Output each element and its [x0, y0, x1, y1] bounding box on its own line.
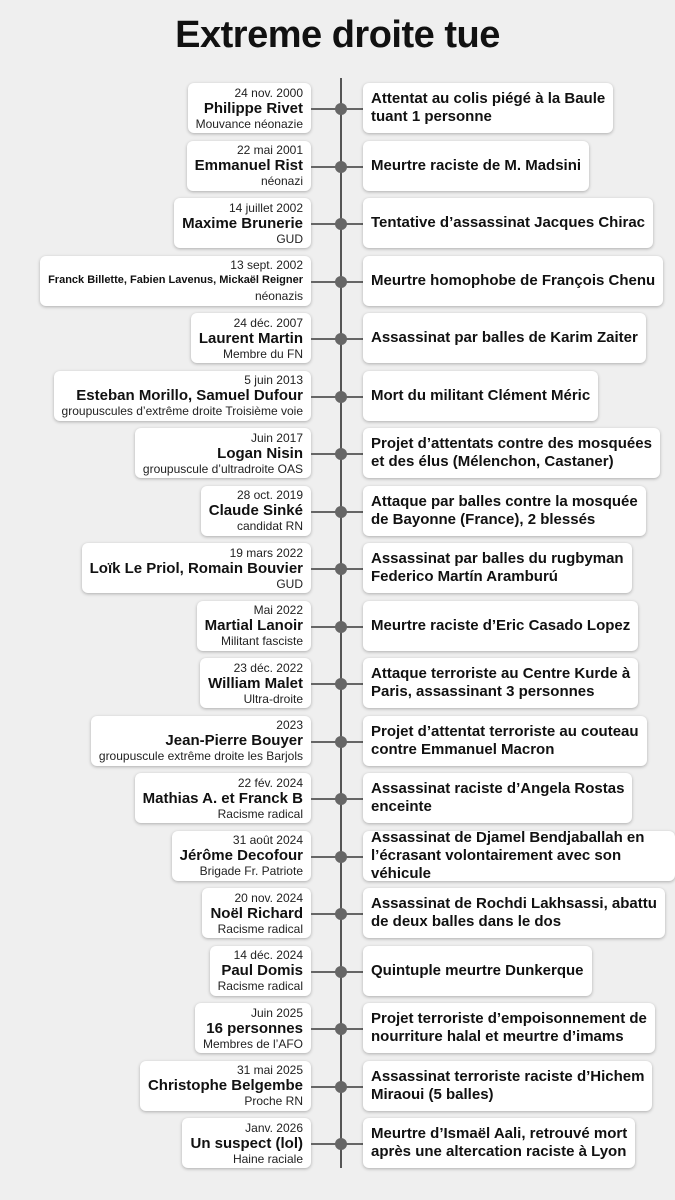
- perpetrator-card: [210, 946, 311, 996]
- timeline-row: [0, 138, 675, 195]
- perpetrator-affiliation: Ultra-droite: [243, 691, 303, 706]
- perpetrator-card: [91, 716, 311, 766]
- connector-left: [311, 1086, 337, 1088]
- connector-right: [345, 626, 363, 628]
- perpetrator-card: [191, 313, 311, 363]
- connector-right: [345, 223, 363, 225]
- event-date: Juin 2025: [250, 1005, 303, 1020]
- perpetrator-affiliation: Membre du FN: [222, 346, 303, 361]
- connector-right: [345, 683, 363, 685]
- event-date: Janv. 2026: [245, 1120, 303, 1135]
- perpetrator-name: Mathias A. et Franck B: [142, 789, 303, 807]
- event-description: Attaque terroriste au Centre Kurde à Paris, assassinant 3 personnes: [363, 658, 638, 708]
- timeline-row: [0, 1058, 675, 1115]
- perpetrator-name: Laurent Martin: [198, 329, 303, 347]
- connector-left: [311, 1028, 337, 1030]
- perpetrator-card: [197, 601, 311, 651]
- timeline-row: [0, 598, 675, 655]
- timeline-row: [0, 253, 675, 310]
- connector-left: [311, 108, 337, 110]
- perpetrator-affiliation: néonazi: [260, 174, 303, 188]
- event-description: Attaque par balles contre la mosquée de Bayonne (France), 2 blessés: [363, 486, 646, 536]
- event-date: 13 sept. 2002: [230, 258, 303, 272]
- connector-left: [311, 453, 337, 455]
- timeline-row: [0, 770, 675, 827]
- connector-left: [311, 281, 337, 283]
- event-date: 19 mars 2022: [229, 545, 303, 560]
- event-description: Projet terroriste d’empoisonnement de nourriture halal et meurtre d’imams: [363, 1003, 655, 1053]
- event-date: 22 mai 2001: [236, 143, 303, 157]
- event-description: Tentative d’assassinat Jacques Chirac: [363, 198, 653, 248]
- perpetrator-card: [135, 773, 311, 823]
- perpetrator-affiliation: Mouvance néonazie: [195, 116, 303, 131]
- event-description: Projet d’attentats contre des mosquées et des élus (Mélenchon, Castaner): [363, 428, 660, 478]
- connector-right: [345, 971, 363, 973]
- perpetrator-affiliation: Haine raciale: [232, 1151, 303, 1166]
- connector-right: [345, 1086, 363, 1088]
- perpetrator-card: [40, 256, 311, 306]
- connector-left: [311, 568, 337, 570]
- perpetrator-name: Logan Nisin: [217, 444, 303, 462]
- timeline-row: [0, 1115, 675, 1172]
- perpetrator-card: [140, 1061, 311, 1111]
- perpetrator-name: Martial Lanoir: [204, 617, 303, 634]
- perpetrator-name: Philippe Rivet: [203, 99, 303, 117]
- connector-left: [311, 223, 337, 225]
- timeline-row: [0, 943, 675, 1000]
- connector-left: [311, 511, 337, 513]
- perpetrator-card: [188, 83, 311, 133]
- event-date: 14 déc. 2024: [233, 948, 303, 962]
- connector-left: [311, 626, 337, 628]
- perpetrator-affiliation: Racisme radical: [217, 921, 303, 936]
- timeline-row: [0, 1000, 675, 1057]
- connector-right: [345, 568, 363, 570]
- event-description: Quintuple meurtre Dunkerque: [363, 946, 592, 996]
- connector-right: [345, 1028, 363, 1030]
- perpetrator-name: Paul Domis: [221, 962, 303, 979]
- timeline-row: [0, 540, 675, 597]
- perpetrator-affiliation: Proche RN: [244, 1094, 303, 1108]
- event-description: Meurtre raciste de M. Madsini: [363, 141, 589, 191]
- event-description: Assassinat terroriste raciste d’Hichem Miraoui (5 balles): [363, 1061, 652, 1111]
- perpetrator-card: [82, 543, 311, 593]
- timeline-row: [0, 80, 675, 137]
- event-date: 2023: [276, 718, 303, 732]
- perpetrator-name: William Malet: [208, 674, 303, 692]
- event-description: Meurtre homophobe de François Chenu: [363, 256, 663, 306]
- event-description: Meurtre d’Ismaël Aali, retrouvé mort après une altercation raciste à Lyon: [363, 1118, 635, 1168]
- perpetrator-card: [200, 658, 311, 708]
- perpetrator-name: Emmanuel Rist: [194, 157, 303, 174]
- page-title: Extreme droite tue: [175, 14, 500, 56]
- connector-left: [311, 741, 337, 743]
- perpetrator-name: Jean-Pierre Bouyer: [165, 732, 303, 749]
- perpetrator-name: Esteban Morillo, Samuel Dufour: [76, 387, 303, 404]
- perpetrator-card: [182, 1118, 311, 1168]
- event-description: Assassinat de Rochdi Lakhsassi, abattu de deux balles dans le dos: [363, 888, 665, 938]
- perpetrator-affiliation: groupuscule d’ultradroite OAS: [142, 461, 303, 476]
- event-date: 22 fév. 2024: [237, 775, 303, 790]
- connector-left: [311, 166, 337, 168]
- timeline-row: [0, 195, 675, 252]
- event-description: Assassinat raciste d’Angela Rostas enceinte: [363, 773, 632, 823]
- event-date: 14 juillet 2002: [228, 200, 303, 215]
- perpetrator-affiliation: Brigade Fr. Patriote: [199, 864, 303, 878]
- perpetrator-affiliation: groupuscule extrême droite les Barjols: [98, 749, 303, 763]
- perpetrator-card: [135, 428, 311, 478]
- connector-left: [311, 913, 337, 915]
- perpetrator-name: Franck Billette, Fabien Lavenus, Mickaël Reigner: [48, 274, 303, 286]
- perpetrator-name: Jérôme Decofour: [179, 847, 303, 864]
- connector-left: [311, 1143, 337, 1145]
- perpetrator-name: Un suspect (lol): [190, 1134, 303, 1152]
- connector-left: [311, 396, 337, 398]
- connector-right: [345, 913, 363, 915]
- perpetrator-affiliation: candidat RN: [236, 519, 303, 533]
- perpetrator-name: 16 personnes: [206, 1019, 303, 1037]
- perpetrator-affiliation: Racisme radical: [217, 979, 303, 993]
- perpetrator-card: [174, 198, 311, 248]
- event-description: Assassinat de Djamel Bendjaballah en l’écrasant volontairement avec son véhicule: [363, 831, 675, 881]
- event-date: 31 août 2024: [232, 833, 303, 847]
- perpetrator-name: Noël Richard: [210, 904, 303, 922]
- connector-right: [345, 798, 363, 800]
- connector-right: [345, 856, 363, 858]
- perpetrator-card: [201, 486, 311, 536]
- connector-right: [345, 1143, 363, 1145]
- perpetrator-card: [187, 141, 311, 191]
- event-date: 24 nov. 2000: [234, 85, 303, 100]
- connector-left: [311, 798, 337, 800]
- connector-right: [345, 108, 363, 110]
- timeline-row: [0, 885, 675, 942]
- perpetrator-affiliation: groupuscules d’extrême droite Troisième voie: [61, 404, 303, 418]
- perpetrator-affiliation: Racisme radical: [217, 806, 303, 821]
- event-description: Assassinat par balles du rugbyman Federico Martín Aramburú: [363, 543, 632, 593]
- event-description: Meurtre raciste d’Eric Casado Lopez: [363, 601, 638, 651]
- timeline-row: [0, 368, 675, 425]
- perpetrator-card: [195, 1003, 311, 1053]
- event-date: 31 mai 2025: [236, 1063, 303, 1077]
- timeline-row: [0, 828, 675, 885]
- perpetrator-affiliation: GUD: [276, 576, 303, 591]
- perpetrator-affiliation: néonazis: [254, 289, 303, 303]
- perpetrator-affiliation: Militant fasciste: [220, 634, 303, 648]
- connector-left: [311, 856, 337, 858]
- perpetrator-affiliation: GUD: [276, 231, 303, 246]
- perpetrator-name: Maxime Brunerie: [182, 214, 303, 232]
- event-date: Juin 2017: [250, 430, 303, 445]
- timeline-row: [0, 425, 675, 482]
- connector-right: [345, 741, 363, 743]
- event-date: 23 déc. 2022: [233, 660, 303, 675]
- event-description: Projet d’attentat terroriste au couteau contre Emmanuel Macron: [363, 716, 647, 766]
- event-date: Mai 2022: [253, 603, 303, 617]
- event-description: Attentat au colis piégé à la Baule tuant 1 personne: [363, 83, 613, 133]
- connector-right: [345, 166, 363, 168]
- connector-left: [311, 971, 337, 973]
- perpetrator-affiliation: Membres de l’AFO: [202, 1036, 303, 1051]
- connector-right: [345, 396, 363, 398]
- connector-left: [311, 338, 337, 340]
- event-description: Mort du militant Clément Méric: [363, 371, 598, 421]
- timeline-row: [0, 483, 675, 540]
- connector-left: [311, 683, 337, 685]
- perpetrator-name: Christophe Belgembe: [147, 1077, 303, 1094]
- event-date: 5 juin 2013: [244, 373, 303, 387]
- connector-right: [345, 281, 363, 283]
- timeline-row: [0, 713, 675, 770]
- event-date: 24 déc. 2007: [233, 315, 303, 330]
- event-date: 20 nov. 2024: [234, 890, 303, 905]
- connector-right: [345, 453, 363, 455]
- connector-right: [345, 338, 363, 340]
- perpetrator-card: [54, 371, 311, 421]
- event-description: Assassinat par balles de Karim Zaiter: [363, 313, 646, 363]
- timeline-row: [0, 655, 675, 712]
- perpetrator-name: Loïk Le Priol, Romain Bouvier: [89, 559, 303, 577]
- timeline-row: [0, 310, 675, 367]
- event-date: 28 oct. 2019: [236, 488, 303, 502]
- perpetrator-card: [202, 888, 311, 938]
- connector-right: [345, 511, 363, 513]
- perpetrator-card: [172, 831, 311, 881]
- perpetrator-name: Claude Sinké: [208, 502, 303, 519]
